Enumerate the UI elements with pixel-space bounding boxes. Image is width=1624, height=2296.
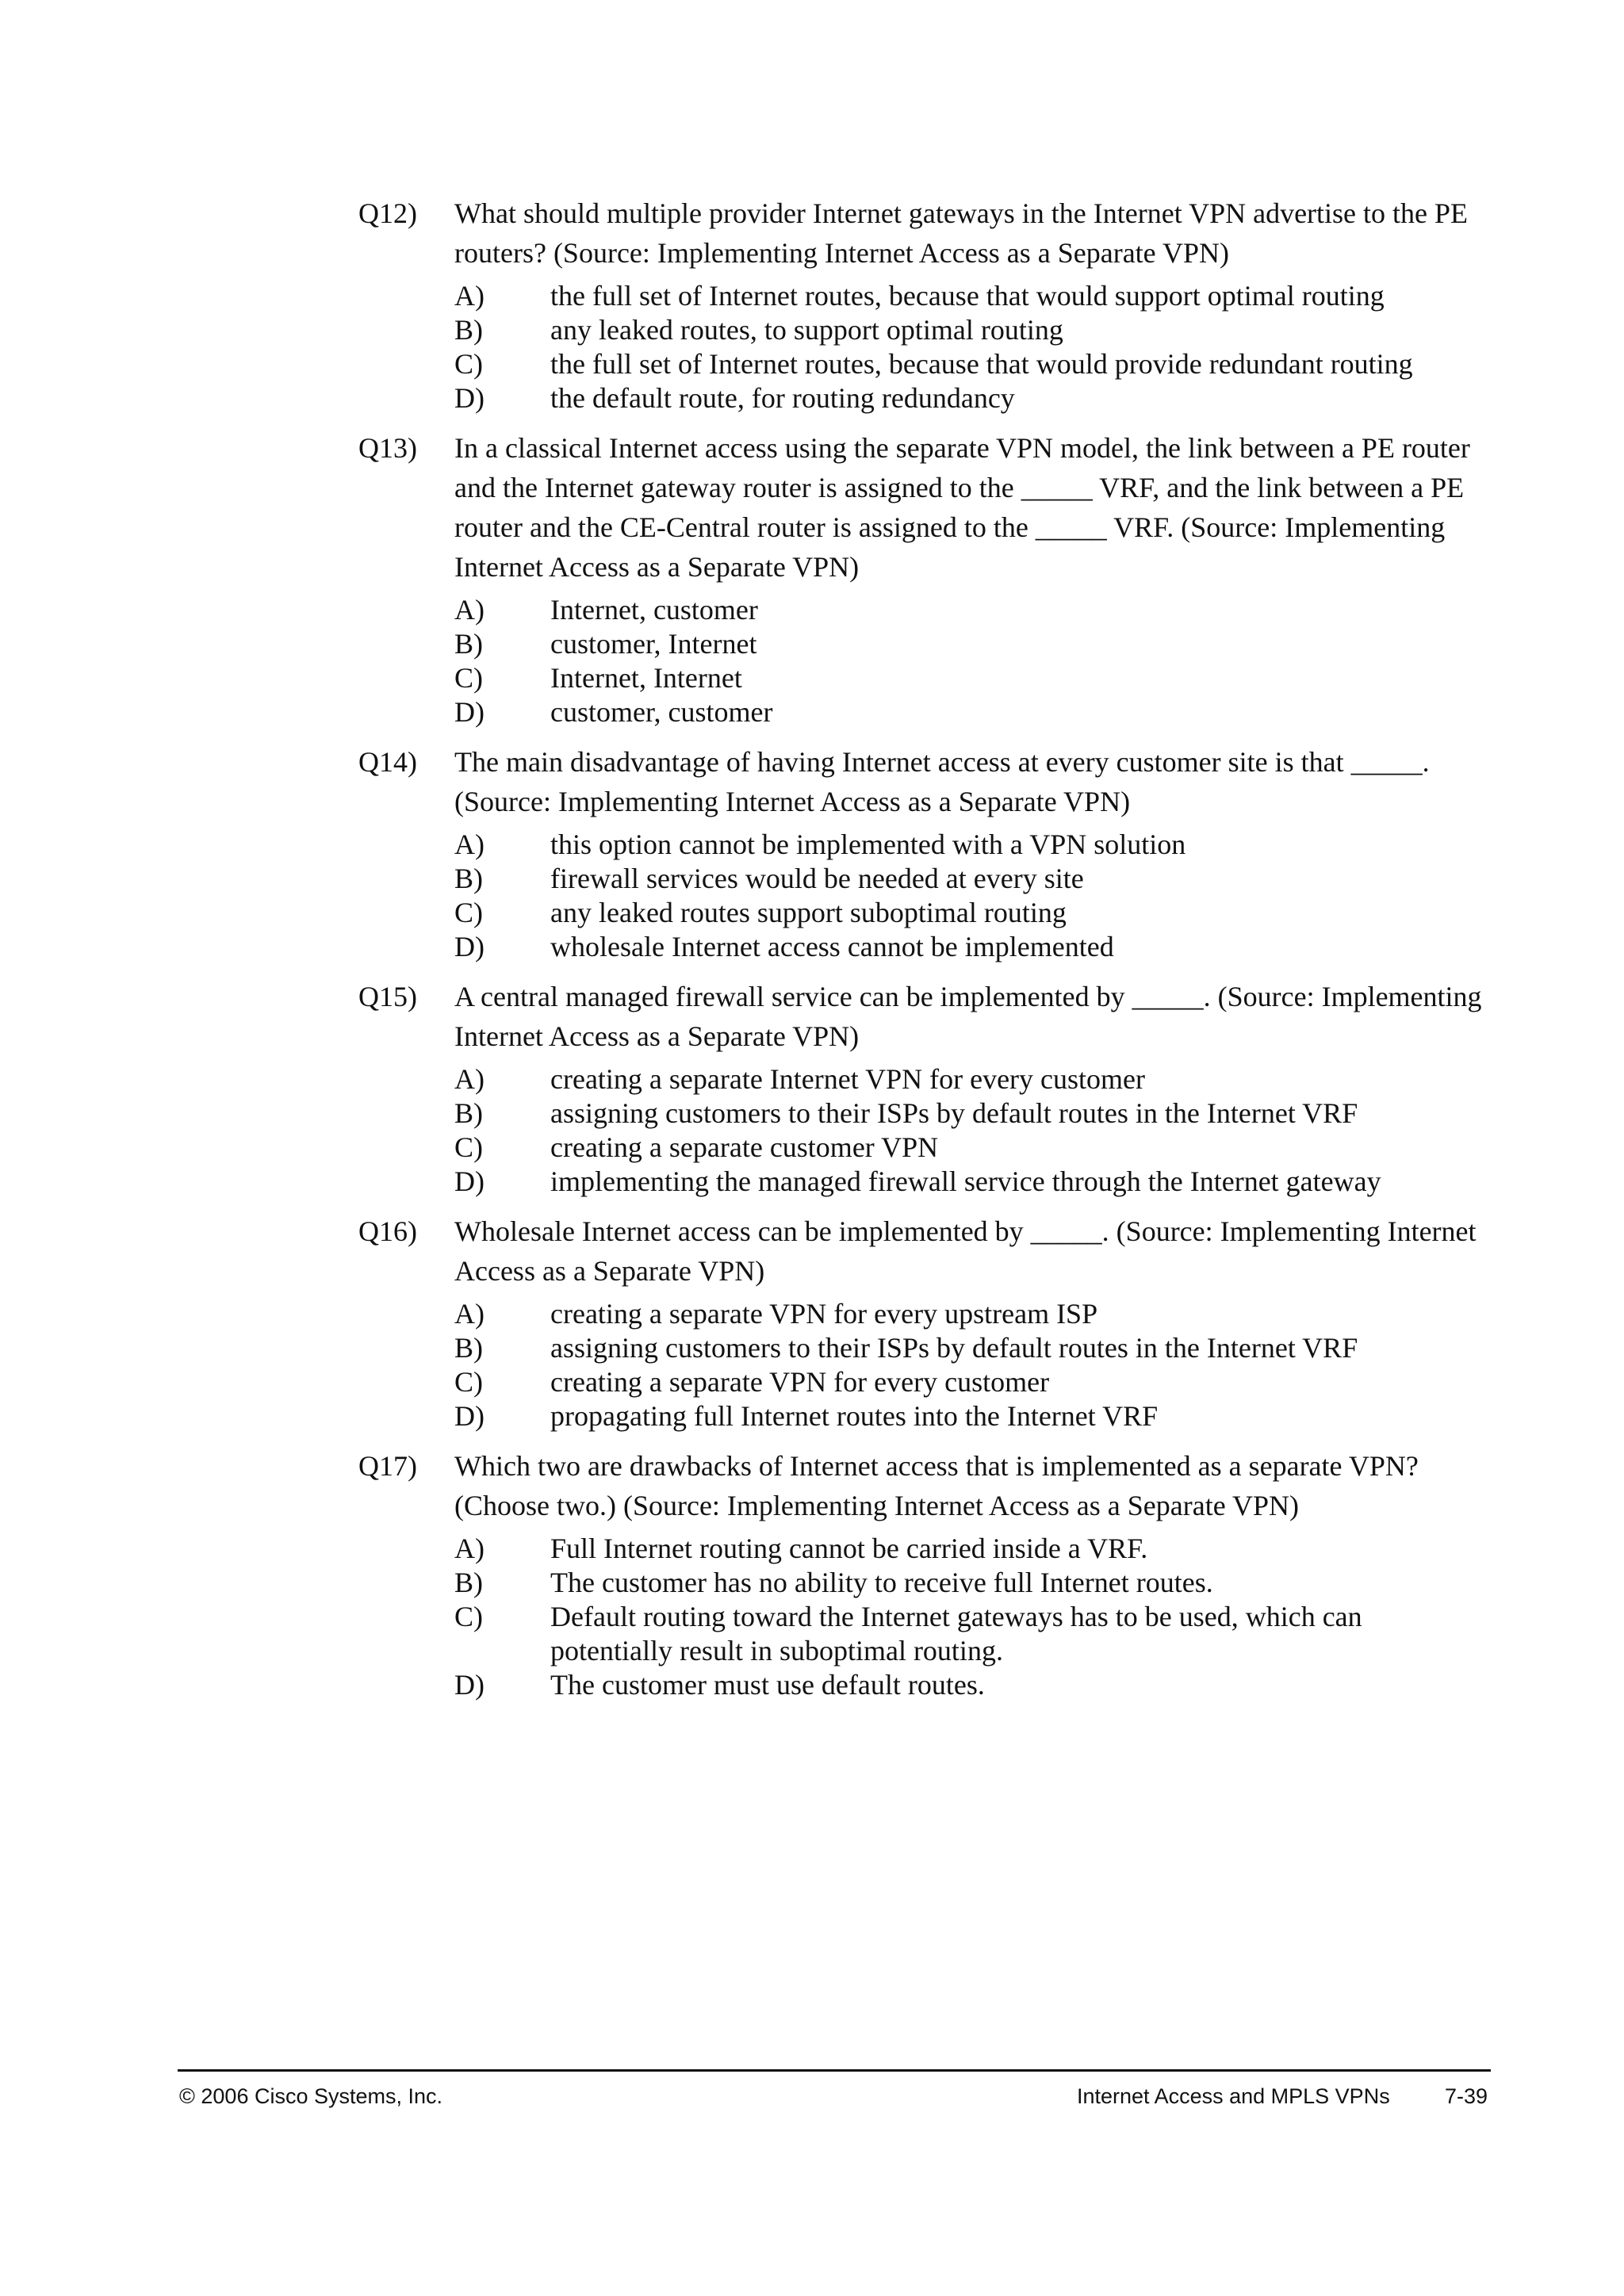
question-number: Q15): [358, 981, 417, 1012]
answer-option: [454, 1365, 1484, 1399]
answer-option: [454, 279, 1484, 313]
option-text: creating a separate Internet VPN for every customer: [550, 1063, 1146, 1095]
option-label: B): [454, 1332, 483, 1364]
question-item: [358, 977, 1484, 1199]
question-number: Q17): [358, 1450, 417, 1482]
answer-option: [454, 1566, 1484, 1600]
answer-option: [454, 1532, 1484, 1566]
answer-option: [454, 627, 1484, 661]
answer-option: [454, 1297, 1484, 1331]
option-text: wholesale Internet access cannot be implemented: [550, 931, 1114, 962]
option-label: D): [454, 931, 485, 962]
question-text: What should multiple provider Internet gateways in the Internet VPN advertise to the PE routers? (Source: Implementing Internet Access as a Separate VPN): [454, 197, 1469, 269]
answer-option: [454, 930, 1484, 964]
answer-option: [454, 1399, 1484, 1433]
option-text: customer, customer: [550, 696, 773, 728]
answer-option: [454, 593, 1484, 627]
option-text: The customer must use default routes.: [550, 1669, 985, 1701]
answer-options: [454, 828, 1484, 964]
question-item: [358, 1446, 1484, 1702]
option-text: assigning customers to their ISPs by default routes in the Internet VRF: [550, 1097, 1358, 1129]
answer-option: [454, 1096, 1484, 1131]
answer-option: [454, 828, 1484, 862]
footer-title: Internet Access and MPLS VPNs: [1077, 2084, 1390, 2108]
question-text: The main disadvantage of having Internet access at every customer site is that _____. (Source: Implementing Internet Access as a Separate VPN): [454, 746, 1430, 817]
answer-option: [454, 862, 1484, 896]
option-text: the default route, for routing redundancy: [550, 382, 1015, 414]
question-item: [358, 742, 1484, 964]
answer-options: [454, 1532, 1484, 1702]
question-item: [358, 1211, 1484, 1433]
option-text: implementing the managed firewall service through the Internet gateway: [550, 1165, 1381, 1197]
option-text: any leaked routes, to support optimal routing: [550, 314, 1063, 346]
option-text: the full set of Internet routes, because that would support optimal routing: [550, 280, 1385, 312]
option-label: C): [454, 1131, 483, 1163]
option-text: Full Internet routing cannot be carried inside a VRF.: [550, 1533, 1148, 1564]
question-item: [358, 193, 1484, 415]
footer-page-number: 7-39: [1445, 2084, 1488, 2108]
option-label: A): [454, 828, 485, 860]
answer-option: [454, 896, 1484, 930]
option-label: B): [454, 1567, 483, 1598]
answer-options: [454, 1062, 1484, 1199]
option-text: any leaked routes support suboptimal routing: [550, 897, 1067, 928]
question-text: A central managed firewall service can be implemented by _____. (Source: Implementing Internet Access as a Separate VPN): [454, 981, 1482, 1052]
option-label: D): [454, 696, 485, 728]
option-label: D): [454, 1165, 485, 1197]
option-text: creating a separate VPN for every customer: [550, 1366, 1050, 1398]
option-label: B): [454, 628, 483, 660]
answer-option: [454, 1131, 1484, 1165]
option-label: D): [454, 1669, 485, 1701]
answer-option: [454, 313, 1484, 347]
option-text: assigning customers to their ISPs by default routes in the Internet VRF: [550, 1332, 1358, 1364]
question-text: Wholesale Internet access can be implemented by _____. (Source: Implementing Internet Access as a Separate VPN): [454, 1215, 1477, 1287]
option-text: firewall services would be needed at every site: [550, 863, 1084, 894]
option-label: A): [454, 1063, 485, 1095]
answer-option: [454, 695, 1484, 729]
option-label: C): [454, 1366, 483, 1398]
question-number: Q13): [358, 432, 417, 464]
answer-option: [454, 1668, 1484, 1702]
question-text: Which two are drawbacks of Internet access that is implemented as a separate VPN? (Choose two.) (Source: Implementing Internet Access as a Separate VPN): [454, 1450, 1419, 1521]
option-label: A): [454, 1533, 485, 1564]
option-label: C): [454, 662, 483, 694]
option-label: A): [454, 280, 485, 312]
option-label: C): [454, 1601, 483, 1632]
option-text: Default routing toward the Internet gateways has to be used, which can potentially result in suboptimal routing.: [550, 1601, 1362, 1667]
answer-option: [454, 661, 1484, 695]
question-item: [358, 428, 1484, 729]
answer-option: [454, 1165, 1484, 1199]
option-label: D): [454, 382, 485, 414]
question-number: Q14): [358, 746, 417, 778]
option-text: creating a separate customer VPN: [550, 1131, 939, 1163]
option-text: creating a separate VPN for every upstream ISP: [550, 1298, 1098, 1330]
option-text: the full set of Internet routes, because that would provide redundant routing: [550, 348, 1413, 380]
answer-options: [454, 1297, 1484, 1433]
question-number: Q12): [358, 197, 417, 229]
answer-option: [454, 1062, 1484, 1096]
answer-option: [454, 381, 1484, 415]
answer-options: [454, 279, 1484, 415]
option-text: this option cannot be implemented with a VPN solution: [550, 828, 1186, 860]
option-label: A): [454, 594, 485, 626]
answer-option: [454, 1331, 1484, 1365]
option-label: C): [454, 348, 483, 380]
question-number: Q16): [358, 1215, 417, 1247]
option-label: A): [454, 1298, 485, 1330]
question-text: In a classical Internet access using the separate VPN model, the link between a PE router and the Internet gateway router is assigned to the _____ VRF, and the link between a PE router and the CE-Central router is assigned to the _____ VRF. (Source: Implementing Internet Access as a Separate VPN): [454, 432, 1470, 583]
option-text: Internet, Internet: [550, 662, 742, 694]
option-text: propagating full Internet routes into the Internet VRF: [550, 1400, 1159, 1432]
option-text: Internet, customer: [550, 594, 758, 626]
option-label: B): [454, 863, 483, 894]
option-label: C): [454, 897, 483, 928]
footer-copyright: © 2006 Cisco Systems, Inc.: [179, 2084, 443, 2108]
answer-option: [454, 347, 1484, 381]
option-label: B): [454, 314, 483, 346]
footer-rule: [178, 2069, 1491, 2072]
option-label: D): [454, 1400, 485, 1432]
option-text: customer, Internet: [550, 628, 757, 660]
answer-options: [454, 593, 1484, 729]
option-label: B): [454, 1097, 483, 1129]
answer-option: [454, 1600, 1484, 1668]
option-text: The customer has no ability to receive full Internet routes.: [550, 1567, 1213, 1598]
question-list: [358, 193, 1484, 1715]
